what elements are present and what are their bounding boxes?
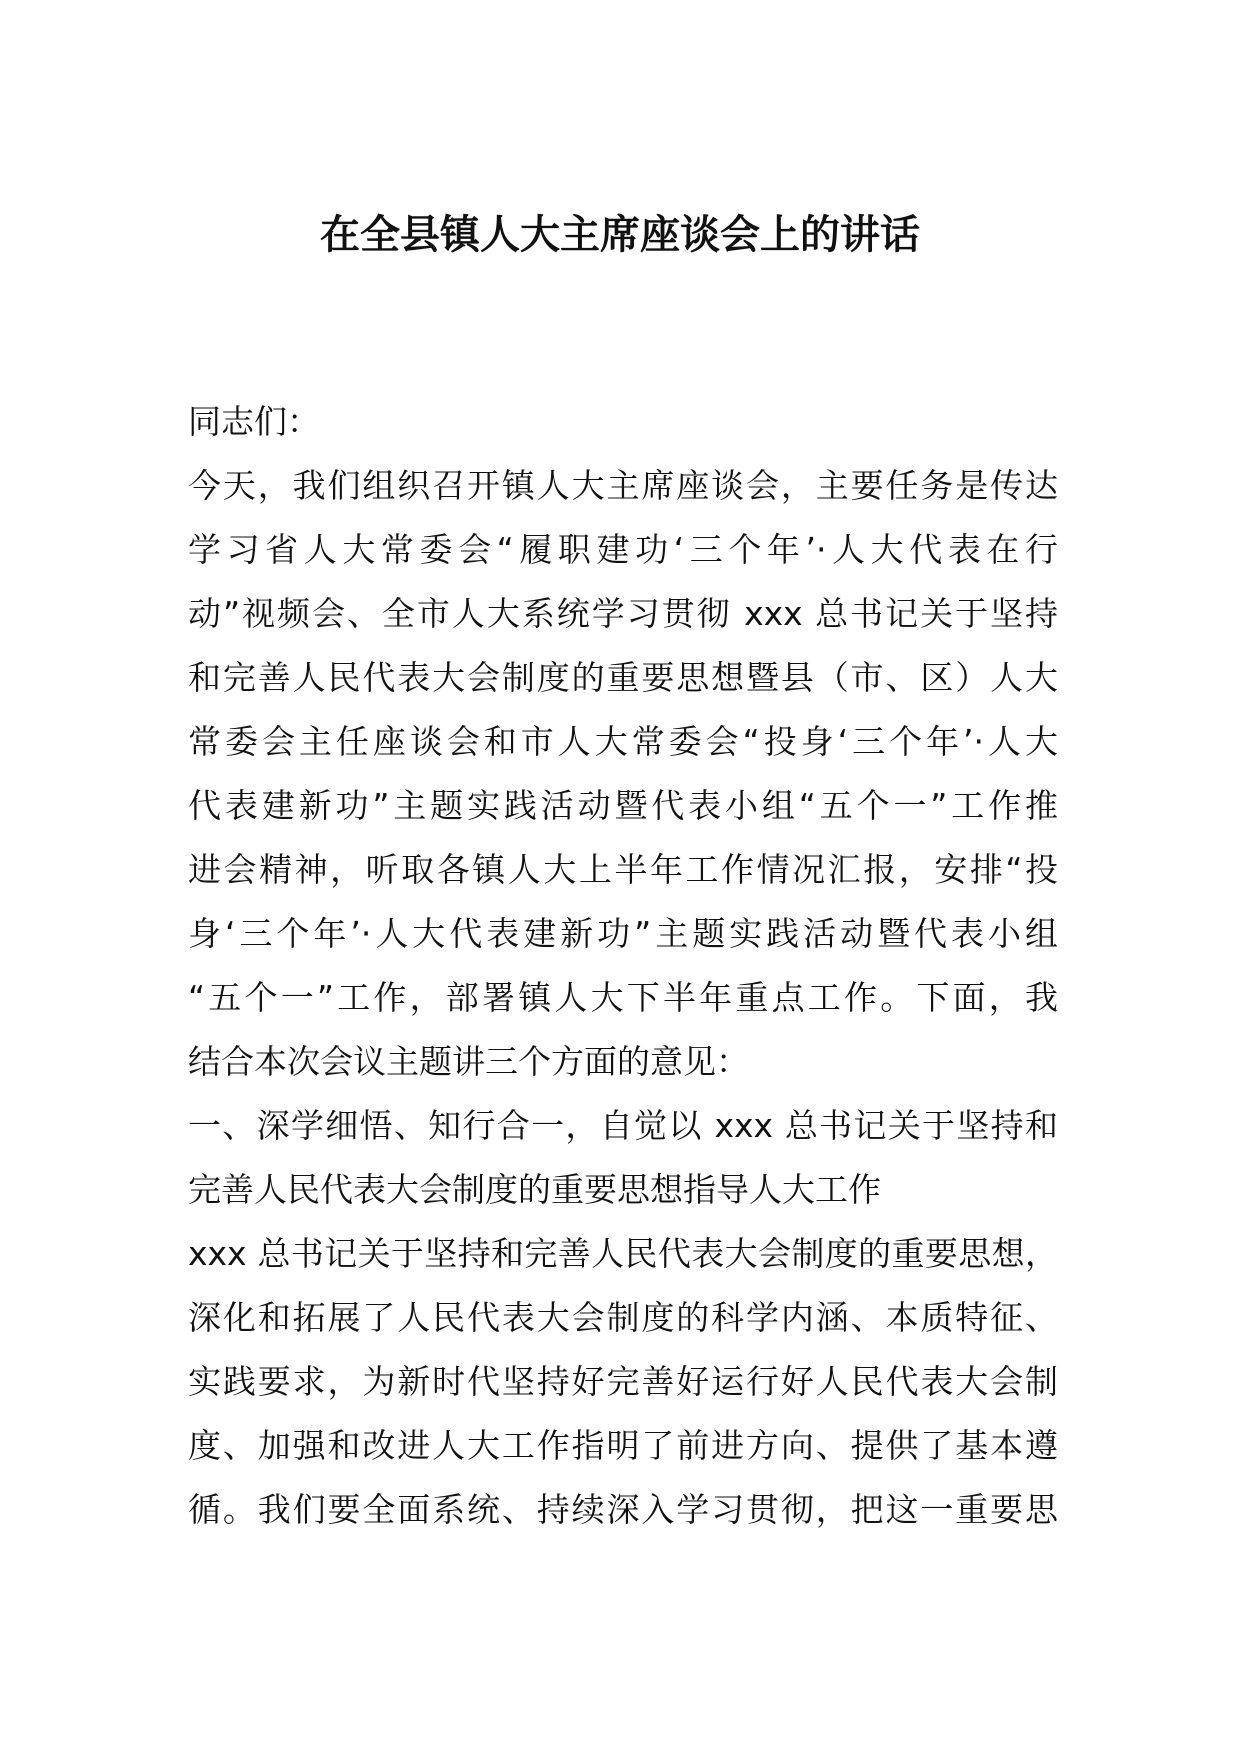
salutation-line: 同志们： <box>188 402 320 441</box>
section-heading-line: 一、深学细悟、知行合一，自觉以 xxx 总书记关于坚持和 <box>188 1106 1058 1145</box>
paragraph-line: 循。我们要全面系统、持续深入学习贯彻，把这一重要思 <box>188 1490 1058 1529</box>
paragraph-line: 和完善人民代表大会制度的重要思想暨县（市、区）人大 <box>188 658 1058 697</box>
paragraph-line: 常委会主任座谈会和市人大常委会“投身‘三个年’·人大 <box>188 722 1058 761</box>
paragraph-line: 学习省人大常委会“履职建功‘三个年’·人大代表在行 <box>188 530 1058 569</box>
paragraph-line: 身‘三个年’·人大代表建新功”主题实践活动暨代表小组 <box>188 914 1058 953</box>
document-body <box>188 390 1058 1542</box>
paragraph-line: 深化和拓展了人民代表大会制度的科学内涵、本质特征、 <box>188 1298 1058 1337</box>
paragraph-line: “五个一”工作，部署镇人大下半年重点工作。下面，我 <box>188 978 1058 1017</box>
paragraph-line: 今天，我们组织召开镇人大主席座谈会，主要任务是传达 <box>188 466 1058 505</box>
paragraph-line: 度、加强和改进人大工作指明了前进方向、提供了基本遵 <box>188 1426 1058 1465</box>
paragraph-line: 进会精神，听取各镇人大上半年工作情况汇报，安排“投 <box>188 850 1058 889</box>
paragraph-line: 代表建新功”主题实践活动暨代表小组“五个一”工作推 <box>188 786 1058 825</box>
document-title: 在全县镇人大主席座谈会上的讲话 <box>320 212 920 258</box>
paragraph-line: 结合本次会议主题讲三个方面的意见： <box>188 1042 749 1081</box>
paragraph-line: 动”视频会、全市人大系统学习贯彻 xxx 总书记关于坚持 <box>188 594 1058 633</box>
paragraph-line: 实践要求，为新时代坚持好完善好运行好人民代表大会制 <box>188 1362 1058 1401</box>
section-heading-line: 完善人民代表大会制度的重要思想指导人大工作 <box>188 1170 881 1209</box>
paragraph-line: xxx 总书记关于坚持和完善人民代表大会制度的重要思想， <box>188 1234 1058 1273</box>
